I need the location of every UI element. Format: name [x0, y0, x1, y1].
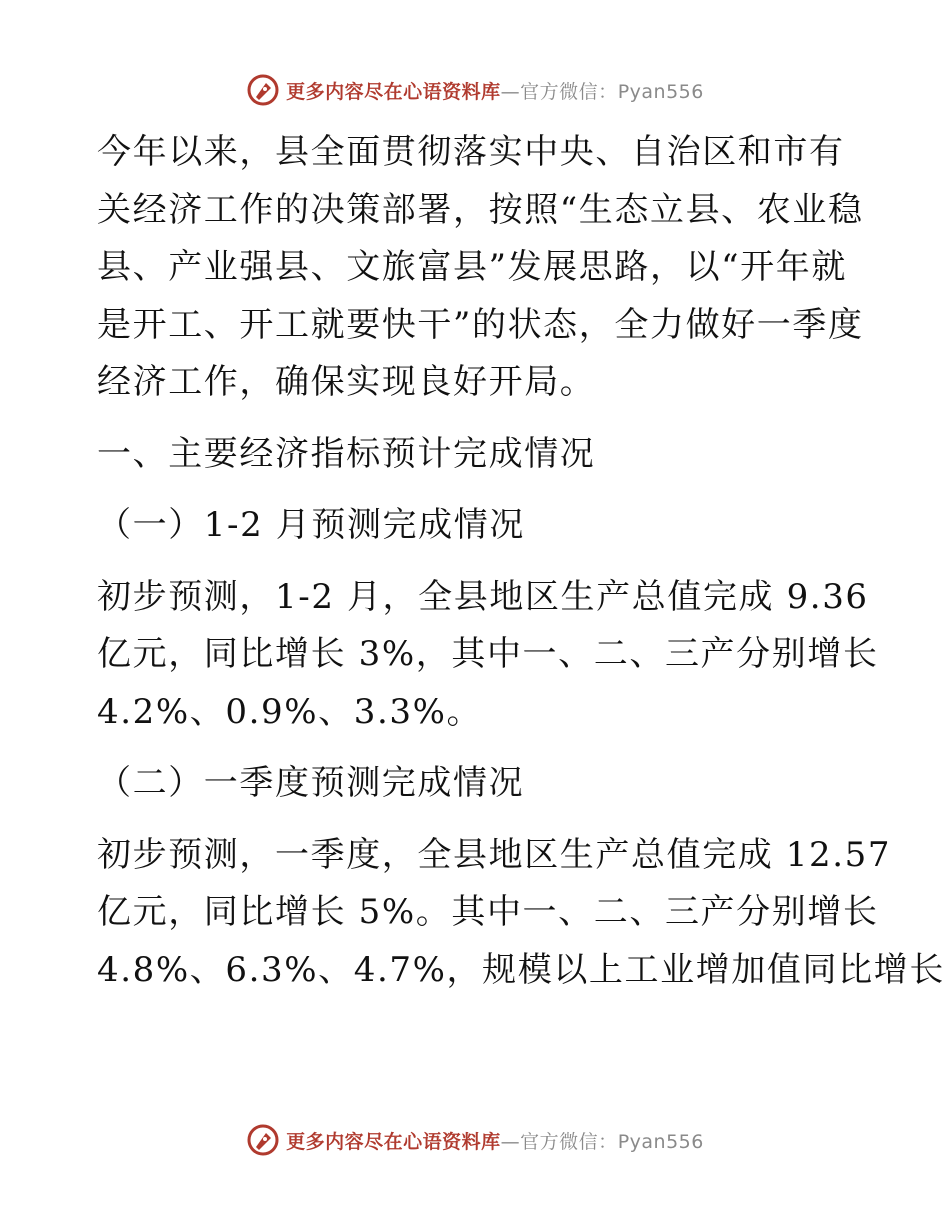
watermark-text: 更多内容尽在心语资料库—官方微信：Pyan556 — [286, 1130, 704, 1153]
text-line: 亿元，同比增长 3%，其中一、二、三产分别增长 — [97, 634, 879, 674]
intro-paragraph — [97, 124, 864, 412]
watermark-text: 更多内容尽在心语资料库—官方微信：Pyan556 — [286, 80, 704, 103]
watermark-banner-top — [0, 70, 950, 110]
text-line: 4.2%、0.9%、3.3%。 — [97, 691, 483, 732]
heading-text: （一）1-2 月预测完成情况 — [97, 505, 525, 545]
text-line: 经济工作，确保实现良好开局。 — [97, 362, 596, 402]
heading-text: 一、主要经济指标预计完成情况 — [97, 433, 596, 474]
text-line: 今年以来，县全面贯彻落实中央、自治区和市有 — [97, 132, 845, 172]
text-line: 亿元，同比增长 5%。其中一、二、三产分别增长 — [97, 892, 879, 932]
text-line: 是开工、开工就要快干”的状态，全力做好一季度 — [97, 304, 864, 345]
text-line: 4.8%、6.3%、4.7%，规模以上工业增加值同比增长 — [97, 949, 945, 990]
document-body — [97, 124, 945, 999]
heading-text: （二）一季度预测完成情况 — [97, 763, 525, 803]
subsection-heading-2 — [97, 755, 857, 813]
text-line: 初步预测，一季度，全县地区生产总值完成 12.57 — [97, 834, 892, 875]
text-line: 初步预测，1-2 月，全县地区生产总值完成 9.36 — [97, 576, 869, 617]
pen-nib-logo-icon — [246, 1123, 280, 1157]
watermark-banner-bottom — [0, 1120, 950, 1160]
text-line: 关经济工作的决策部署，按照“生态立县、农业稳 — [97, 189, 864, 230]
subsection-heading-1 — [97, 497, 857, 555]
forecast-paragraph-q1 — [97, 827, 945, 1000]
forecast-paragraph-jan-feb — [97, 569, 879, 742]
pen-nib-logo-icon — [246, 73, 280, 107]
text-line: 县、产业强县、文旅富县”发展思路，以“开年就 — [97, 247, 847, 287]
section-heading-1 — [97, 426, 857, 484]
